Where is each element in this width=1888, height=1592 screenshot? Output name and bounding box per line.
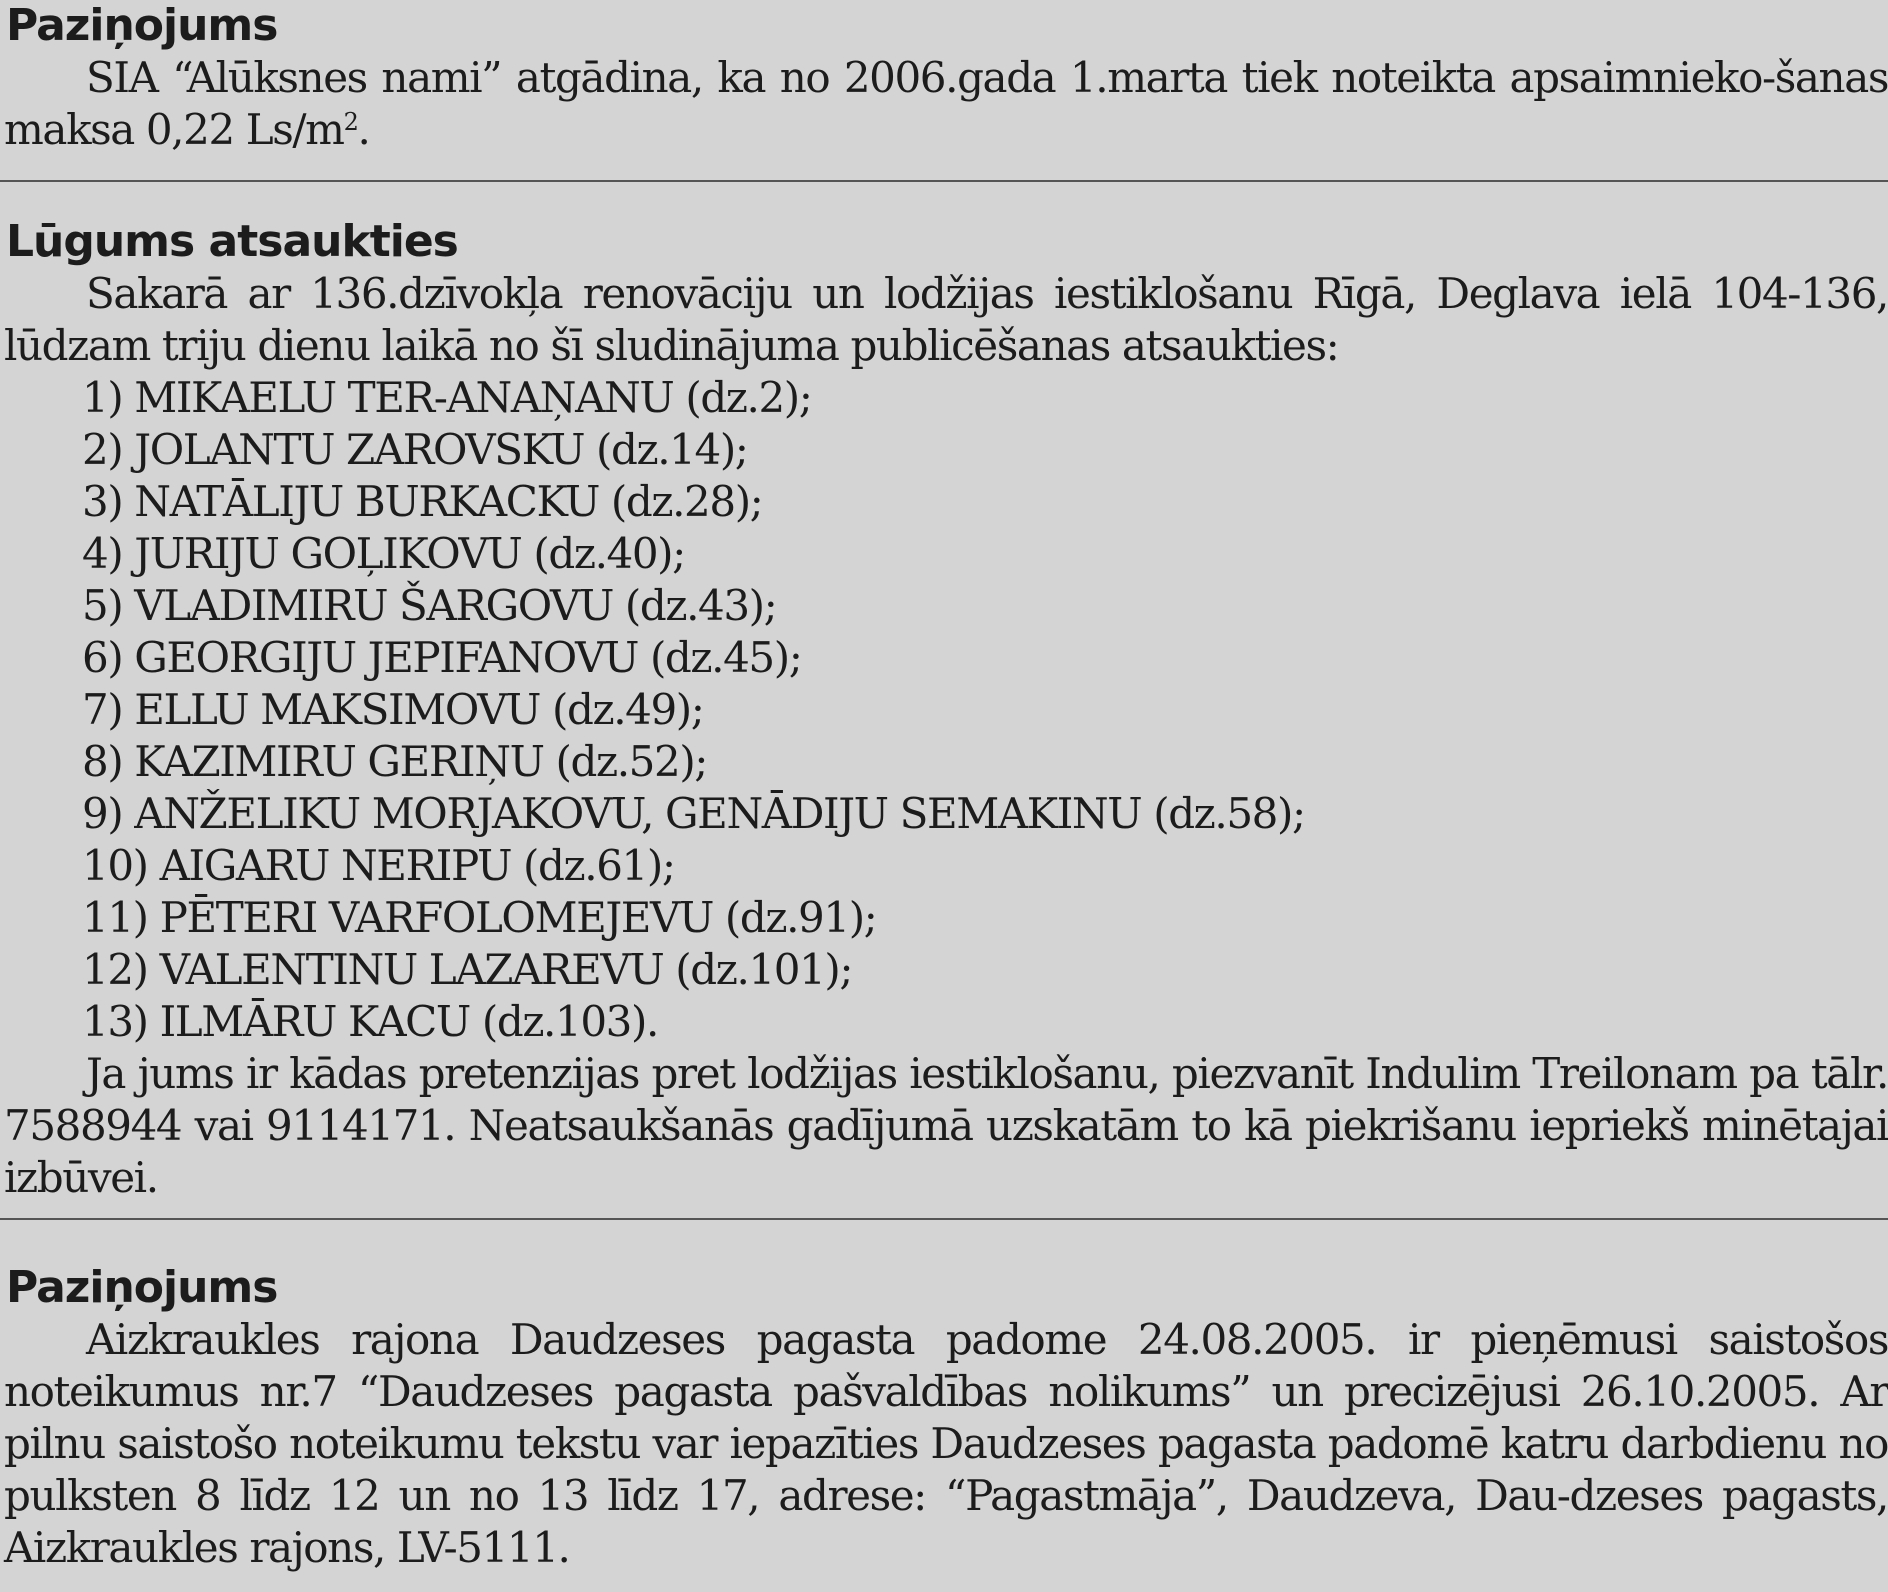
list-item: 2) JOLANTU ZAROVSKU (dz.14); (82, 425, 748, 474)
notice-heading: Paziņojums (6, 0, 278, 51)
divider-rule (0, 1218, 1888, 1220)
notice-body: Aizkraukles rajona Daudzeses pagasta padome 24.08.2005. ir pieņēmusi saistošos noteikumus nr.7 “Daudzeses pagasta pašvaldības nolikums” un precizējusi 26.10.2005. Ar pilnu saistošo noteikumu tekstu var iepazīties Daudzeses pagasta padomē katru darbdienu no pulksten 8 līdz 12 un no 13 līdz 17, adrese: “Pagastmāja”, Daudzeva, Dau-dzeses pagasts, Aizkraukles rajons, LV-5111. (4, 1315, 1888, 1572)
notice-alūksnes (0, 0, 1888, 156)
list-item: 9) ANŽELIKU MORJAKOVU, GENĀDIJU SEMAKINU (dz.58); (82, 789, 1305, 838)
resident-list (0, 372, 1888, 1048)
notice-body (0, 52, 1888, 156)
notice-heading: Paziņojums (6, 1262, 278, 1313)
list-item: 8) KAZIMIRU GERIŅU (dz.52); (82, 737, 708, 786)
divider-rule (0, 180, 1888, 182)
list-item: 7) ELLU MAKSIMOVU (dz.49); (82, 685, 704, 734)
list-item: 3) NATĀLIJU BURKACKU (dz.28); (82, 477, 763, 526)
notice-body-end: . (357, 105, 370, 154)
notice-heading: Lūgums atsaukties (6, 216, 458, 267)
notice-intro: Sakarā ar 136.dzīvokļa renovāciju un lodžijas iestiklošanu Rīgā, Deglava ielā 104-136, lūdzam triju dienu laikā no šī sludinājuma publicēšanas atsaukties: (4, 269, 1888, 370)
list-item: 1) MIKAELU TER-ANAŅANU (dz.2); (82, 373, 812, 422)
notice-closing: Ja jums ir kādas pretenzijas pret lodžijas iestiklošanu, piezvanīt Indulim Treilonam pa tālr. 7588944 vai 9114171. Neatsaukšanās gadījumā uzskatām to kā piekrišanu iepriekš minētajai izbūvei. (4, 1049, 1888, 1202)
list-item: 5) VLADIMIRU ŠARGOVU (dz.43); (82, 581, 777, 630)
list-item: 6) GEORGIJU JEPIFANOVU (dz.45); (82, 633, 802, 682)
notice-request-respond (0, 216, 1888, 1204)
list-item: 12) VALENTINU LAZAREVU (dz.101); (82, 945, 853, 994)
notice-body-text: SIA “Alūksnes nami” atgādina, ka no 2006.gada 1.marta tiek noteikta apsaimnieko-šanas maksa 0,22 Ls/m (4, 53, 1888, 154)
list-item: 13) ILMĀRU KACU (dz.103). (82, 997, 658, 1046)
superscript-2: 2 (343, 108, 358, 136)
list-item: 11) PĒTERI VARFOLOMEJEVU (dz.91); (82, 893, 877, 942)
list-item: 10) AIGARU NERIPU (dz.61); (82, 841, 675, 890)
notice-daudzese (0, 1262, 1888, 1574)
list-item: 4) JURIJU GOĻIKOVU (dz.40); (82, 529, 685, 578)
